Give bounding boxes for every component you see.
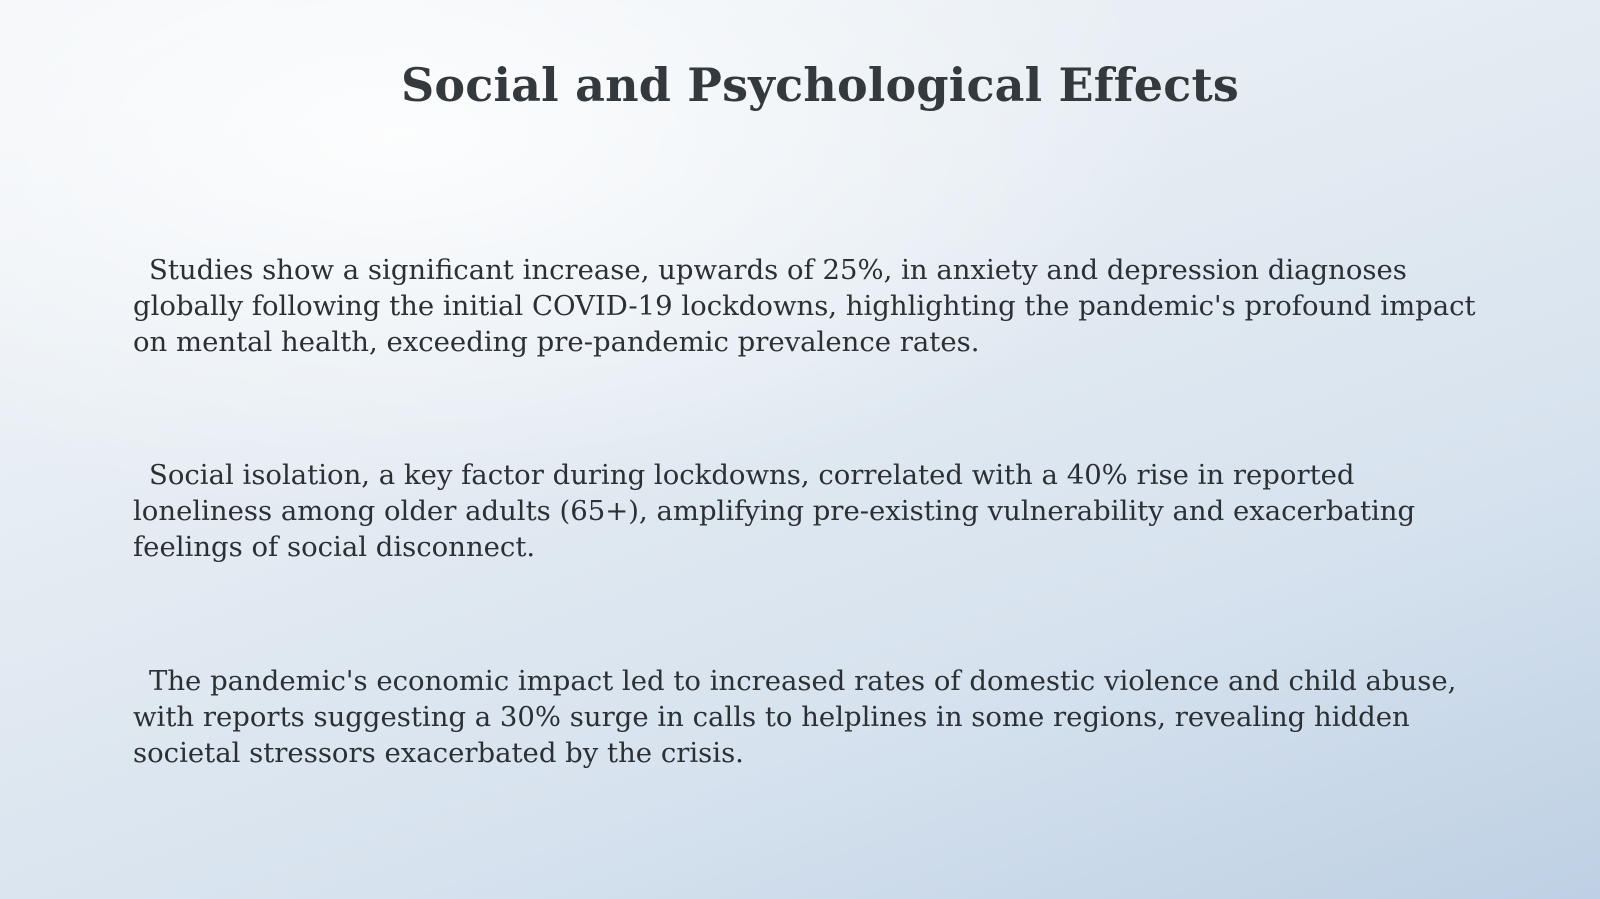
slide-title: Social and Psychological Effects (400, 58, 1240, 112)
paragraph-mental-health: Studies show a significant increase, upwards of 25%, in anxiety and depression diagnoses globally following the initial COVID-19 lockdowns, highlighting the pandemic's profound impact on mental health, exceeding pre-pandemic prevalence rates. (133, 254, 1476, 358)
paragraph-social-isolation: Social isolation, a key factor during lockdowns, correlated with a 40% rise in reported loneliness among older adults (65+), amplifying pre-existing vulnerability and exacerbating feelings of social disconnect. (133, 459, 1416, 563)
paragraph-domestic-violence: The pandemic's economic impact led to increased rates of domestic violence and child abuse, with reports suggesting a 30% surge in calls to helplines in some regions, revealing hidden societal stressors exacerbated by the crisis. (133, 665, 1457, 769)
